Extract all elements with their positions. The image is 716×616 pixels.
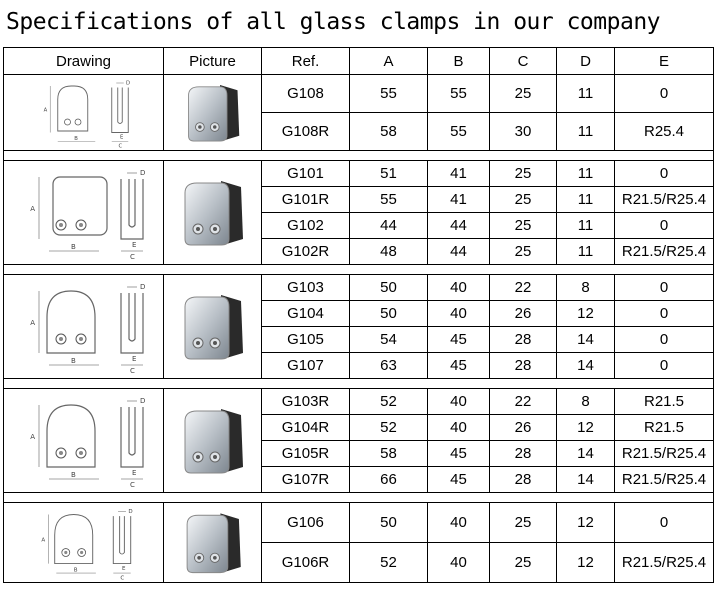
cell-e: 0 (615, 161, 714, 187)
cell-a: 51 (350, 161, 428, 187)
cell-b: 45 (428, 327, 490, 353)
cell-c: 25 (490, 161, 557, 187)
svg-text:A: A (40, 536, 45, 543)
cell-b: 41 (428, 187, 490, 213)
cell-b: 55 (428, 113, 490, 151)
svg-text:E: E (121, 565, 125, 572)
table-row (4, 161, 714, 187)
svg-text:E: E (119, 134, 123, 140)
cell-c: 25 (490, 503, 557, 543)
svg-text:C: C (129, 366, 135, 375)
group-separator (4, 265, 714, 275)
cell-ref: G108 (262, 75, 350, 113)
cell-d: 11 (557, 161, 615, 187)
product-photo (164, 164, 261, 262)
cell-a: 50 (350, 275, 428, 301)
group-separator (4, 379, 714, 389)
svg-text:E: E (131, 468, 136, 477)
cell-b: 45 (428, 441, 490, 467)
technical-drawing (4, 391, 163, 491)
cell-d: 14 (557, 441, 615, 467)
svg-text:D: D (125, 80, 130, 86)
cell-e: R21.5/R25.4 (615, 543, 714, 583)
svg-text:C: C (118, 143, 122, 149)
header-ref: Ref. (262, 48, 350, 75)
svg-text:D: D (139, 282, 145, 291)
svg-text:B: B (73, 567, 78, 573)
product-photo (164, 78, 261, 148)
cell-c: 28 (490, 353, 557, 379)
drawing-cell (4, 389, 164, 493)
cell-c: 25 (490, 75, 557, 113)
svg-text:E: E (131, 240, 136, 249)
svg-text:C: C (119, 574, 124, 581)
group-separator (4, 151, 714, 161)
cell-b: 55 (428, 75, 490, 113)
cell-ref: G101R (262, 187, 350, 213)
header-row (4, 48, 714, 75)
header-drawing: Drawing (4, 48, 164, 75)
spec-table (3, 47, 714, 583)
cell-a: 55 (350, 187, 428, 213)
cell-a: 52 (350, 415, 428, 441)
picture-cell (164, 75, 262, 151)
picture-cell (164, 389, 262, 493)
cell-ref: G108R (262, 113, 350, 151)
drawing-cell (4, 75, 164, 151)
separator-cell (4, 265, 714, 275)
technical-drawing (4, 277, 163, 377)
technical-drawing (4, 77, 163, 149)
svg-text:A: A (29, 204, 35, 213)
drawing-cell (4, 503, 164, 583)
svg-text:D: D (139, 168, 145, 177)
cell-ref: G104 (262, 301, 350, 327)
cell-e: R21.5 (615, 415, 714, 441)
picture-cell (164, 161, 262, 265)
svg-text:B: B (70, 470, 76, 479)
cell-ref: G105 (262, 327, 350, 353)
cell-a: 48 (350, 239, 428, 265)
svg-text:B: B (70, 356, 76, 365)
cell-d: 11 (557, 239, 615, 265)
cell-e: R21.5/R25.4 (615, 239, 714, 265)
table-row (4, 75, 714, 113)
cell-e: 0 (615, 213, 714, 239)
cell-d: 12 (557, 301, 615, 327)
cell-b: 40 (428, 389, 490, 415)
cell-ref: G104R (262, 415, 350, 441)
cell-a: 52 (350, 389, 428, 415)
cell-c: 26 (490, 415, 557, 441)
cell-b: 40 (428, 503, 490, 543)
svg-text:A: A (29, 432, 35, 441)
cell-c: 30 (490, 113, 557, 151)
cell-ref: G102R (262, 239, 350, 265)
cell-e: R21.5/R25.4 (615, 187, 714, 213)
svg-text:C: C (129, 252, 135, 261)
header-e: E (615, 48, 714, 75)
cell-e: R25.4 (615, 113, 714, 151)
cell-c: 25 (490, 187, 557, 213)
product-photo (164, 392, 261, 490)
cell-b: 44 (428, 213, 490, 239)
cell-a: 44 (350, 213, 428, 239)
cell-ref: G105R (262, 441, 350, 467)
cell-d: 11 (557, 113, 615, 151)
table-row (4, 503, 714, 543)
svg-text:D: D (139, 396, 145, 405)
cell-a: 55 (350, 75, 428, 113)
cell-a: 58 (350, 441, 428, 467)
cell-ref: G106R (262, 543, 350, 583)
cell-e: 0 (615, 301, 714, 327)
cell-e: 0 (615, 327, 714, 353)
cell-b: 41 (428, 161, 490, 187)
cell-a: 52 (350, 543, 428, 583)
cell-a: 58 (350, 113, 428, 151)
cell-e: 0 (615, 353, 714, 379)
page-title: Specifications of all glass clamps in our company (6, 9, 661, 35)
cell-d: 14 (557, 353, 615, 379)
header-picture: Picture (164, 48, 262, 75)
cell-b: 40 (428, 543, 490, 583)
cell-d: 12 (557, 503, 615, 543)
cell-b: 44 (428, 239, 490, 265)
cell-a: 54 (350, 327, 428, 353)
cell-ref: G107R (262, 467, 350, 493)
separator-cell (4, 151, 714, 161)
cell-d: 11 (557, 213, 615, 239)
technical-drawing (4, 163, 163, 263)
cell-e: 0 (615, 275, 714, 301)
cell-b: 45 (428, 353, 490, 379)
cell-ref: G102 (262, 213, 350, 239)
technical-drawing (4, 505, 163, 581)
cell-ref: G107 (262, 353, 350, 379)
cell-d: 8 (557, 275, 615, 301)
svg-text:A: A (43, 107, 47, 113)
separator-cell (4, 493, 714, 503)
cell-b: 45 (428, 467, 490, 493)
header-b: B (428, 48, 490, 75)
cell-ref: G103R (262, 389, 350, 415)
cell-ref: G103 (262, 275, 350, 301)
cell-b: 40 (428, 415, 490, 441)
cell-c: 28 (490, 327, 557, 353)
picture-cell (164, 503, 262, 583)
cell-c: 25 (490, 543, 557, 583)
cell-d: 11 (557, 187, 615, 213)
table-row (4, 389, 714, 415)
svg-text:B: B (70, 242, 76, 251)
cell-c: 26 (490, 301, 557, 327)
spec-table-body (4, 75, 714, 583)
header-a: A (350, 48, 428, 75)
cell-c: 25 (490, 213, 557, 239)
header-d: D (557, 48, 615, 75)
cell-c: 28 (490, 467, 557, 493)
group-separator (4, 493, 714, 503)
header-c: C (490, 48, 557, 75)
cell-a: 50 (350, 503, 428, 543)
svg-text:D: D (127, 508, 133, 515)
cell-e: 0 (615, 503, 714, 543)
cell-a: 66 (350, 467, 428, 493)
table-row (4, 275, 714, 301)
drawing-cell (4, 275, 164, 379)
cell-e: R21.5/R25.4 (615, 467, 714, 493)
cell-d: 8 (557, 389, 615, 415)
cell-c: 28 (490, 441, 557, 467)
cell-a: 63 (350, 353, 428, 379)
cell-a: 50 (350, 301, 428, 327)
cell-ref: G101 (262, 161, 350, 187)
product-photo (164, 506, 261, 580)
drawing-cell (4, 161, 164, 265)
cell-e: R21.5/R25.4 (615, 441, 714, 467)
cell-d: 12 (557, 543, 615, 583)
cell-b: 40 (428, 275, 490, 301)
cell-d: 12 (557, 415, 615, 441)
cell-d: 11 (557, 75, 615, 113)
product-photo (164, 278, 261, 376)
cell-c: 25 (490, 239, 557, 265)
svg-text:E: E (131, 354, 136, 363)
cell-b: 40 (428, 301, 490, 327)
svg-text:B: B (73, 135, 78, 142)
picture-cell (164, 275, 262, 379)
cell-d: 14 (557, 327, 615, 353)
svg-text:C: C (129, 480, 135, 489)
cell-ref: G106 (262, 503, 350, 543)
svg-text:A: A (29, 318, 35, 327)
cell-e: 0 (615, 75, 714, 113)
cell-e: R21.5 (615, 389, 714, 415)
cell-c: 22 (490, 275, 557, 301)
cell-c: 22 (490, 389, 557, 415)
separator-cell (4, 379, 714, 389)
cell-d: 14 (557, 467, 615, 493)
